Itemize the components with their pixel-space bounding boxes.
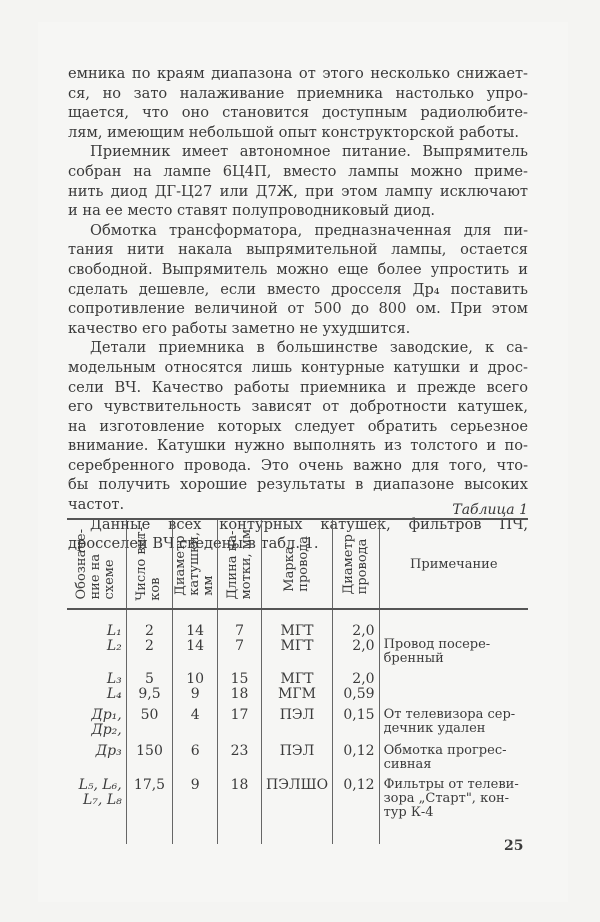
column-header xyxy=(379,519,528,609)
table-cell: МГТ МГМ xyxy=(261,666,332,702)
text-line: лям, имеющим небольшой опыт конструкторской работы. xyxy=(68,123,520,141)
table-cell: 6 xyxy=(173,738,218,772)
table-cell: 14 14 xyxy=(173,609,218,666)
table-cell: ПЭЛ xyxy=(261,738,332,772)
column-header xyxy=(126,519,173,609)
text-line: Данные всех контурных катушек, фильтров ПЧ, xyxy=(90,515,528,533)
text-line: серебренного провода. Это очень важно для того, что- xyxy=(68,456,528,474)
table-body xyxy=(67,609,528,844)
table-cell: Др₁, Др₂, xyxy=(91,707,122,738)
table-cell: Провод посере- бренный xyxy=(379,609,528,666)
column-header xyxy=(67,519,126,609)
table-cell: 7 7 xyxy=(218,609,262,666)
text-line: Приемник имеет автономное питание. Выпрямитель xyxy=(90,143,528,161)
text-line: Детали приемника в большинстве заводские, к са- xyxy=(90,339,528,357)
column-header xyxy=(261,519,332,609)
table-cell: 4 xyxy=(173,702,218,738)
table-cell: 15 18 xyxy=(218,666,262,702)
column-header-label: Обозначе- ние на схеме xyxy=(74,528,118,600)
table-row xyxy=(67,666,528,702)
table-cell: L₃ L₄ xyxy=(106,671,122,702)
table-cell xyxy=(379,666,528,702)
table-cell: 5 9,5 xyxy=(126,666,173,702)
table-cell: 9 xyxy=(173,772,218,844)
table-cell: 18 xyxy=(218,772,262,844)
table-cell: 17 xyxy=(218,702,262,738)
text-line: щается, что оно становится доступным радиолюбите- xyxy=(68,104,528,122)
table-row xyxy=(67,772,528,844)
column-header xyxy=(218,519,262,609)
table-cell: 2,0 0,59 xyxy=(333,666,380,702)
text-line: нить диод ДГ-Ц27 или Д7Ж, при этом лампу исключают xyxy=(68,182,528,200)
text-line: дросселей ВЧ сведены в табл. 1. xyxy=(68,535,319,553)
table-cell: 2,0 2,0 xyxy=(333,609,380,666)
text-line: его чувствительность зависят от добротности катушек, xyxy=(68,398,528,416)
column-header-label: Примечание xyxy=(410,556,498,572)
column-header-label: Диаметр катушки, мм xyxy=(173,532,217,596)
body-text xyxy=(68,64,528,554)
table-cell: От телевизора сер- дечник удален xyxy=(379,702,528,738)
column-header-label: Число вит- ков xyxy=(134,527,164,601)
column-header-label: Марка провода xyxy=(282,536,312,592)
table-row xyxy=(67,702,528,738)
text-line: сделать дешевле, если вместо дросселя Др₄ поставить xyxy=(68,280,528,298)
text-line: сели ВЧ. Качество работы приемника и прежде всего xyxy=(68,378,528,396)
table-cell: 2 2 xyxy=(126,609,173,666)
text-line: свободной. Выпрямитель можно еще более упростить и xyxy=(68,260,528,278)
table-row xyxy=(67,738,528,772)
text-line: модельным относятся лишь контурные катушки и дрос- xyxy=(68,358,528,376)
text-line: качество его работы заметно не ухудшится. xyxy=(68,319,411,337)
text-line: Обмотка трансформатора, предназначенная для пи- xyxy=(90,221,528,239)
text-line: собран на лампе 6Ц4П, вместо лампы можно приме- xyxy=(68,162,528,180)
text-line: внимание. Катушки нужно выполнять из толстого и по- xyxy=(68,437,528,455)
table-cell: 0,12 xyxy=(333,738,380,772)
table-cell: 150 xyxy=(126,738,173,772)
text-line: частот. xyxy=(68,496,125,514)
table-cell: МГТ МГТ xyxy=(261,609,332,666)
text-line: на изготовление которых следует обратить серьезное xyxy=(68,417,528,435)
table-cell: 17,5 xyxy=(126,772,173,844)
table-cell: Обмотка прогрес- сивная xyxy=(379,738,528,772)
text-line: бы получить хорошие результаты в диапазоне высоких xyxy=(68,476,528,494)
table-cell: ПЭЛ xyxy=(261,702,332,738)
coil-data-table xyxy=(67,518,528,844)
column-header xyxy=(333,519,380,609)
text-line: тания нити накала выпрямительной лампы, остается xyxy=(68,241,528,259)
table-cell: 23 xyxy=(218,738,262,772)
table-cell: 10 9 xyxy=(173,666,218,702)
table-cell: 0,12 xyxy=(333,772,380,844)
text-line: сопротивление величиной от 500 до 800 ом. При этом xyxy=(68,300,528,318)
table-cell: Др₃ xyxy=(95,743,122,759)
text-line: емника по краям диапазона от этого несколько снижает- xyxy=(68,65,528,82)
table-row xyxy=(67,609,528,666)
text-line: ся, но зато налаживание приемника настолько упро- xyxy=(68,84,528,102)
column-header-label: Длина на- мотки, мм xyxy=(224,528,254,600)
table-caption: Таблица 1 xyxy=(452,502,528,518)
table-cell: Фильтры от телеви- зора „Старт", кон- тур К-4 xyxy=(379,772,528,844)
column-header-label: Диаметр провода xyxy=(340,533,370,595)
table-cell: ПЭЛШО xyxy=(261,772,332,844)
column-header xyxy=(173,519,218,609)
text-line: и на ее место ставят полупроводниковый диод. xyxy=(68,202,435,220)
table-header-row xyxy=(67,519,528,609)
table-cell: L₁ L₂ xyxy=(106,623,122,654)
table-cell: 50 xyxy=(126,702,173,738)
table-cell: 0,15 xyxy=(333,702,380,738)
table-cell: L₅, L₆, L₇, L₈ xyxy=(78,777,122,808)
page-number: 25 xyxy=(504,838,524,854)
